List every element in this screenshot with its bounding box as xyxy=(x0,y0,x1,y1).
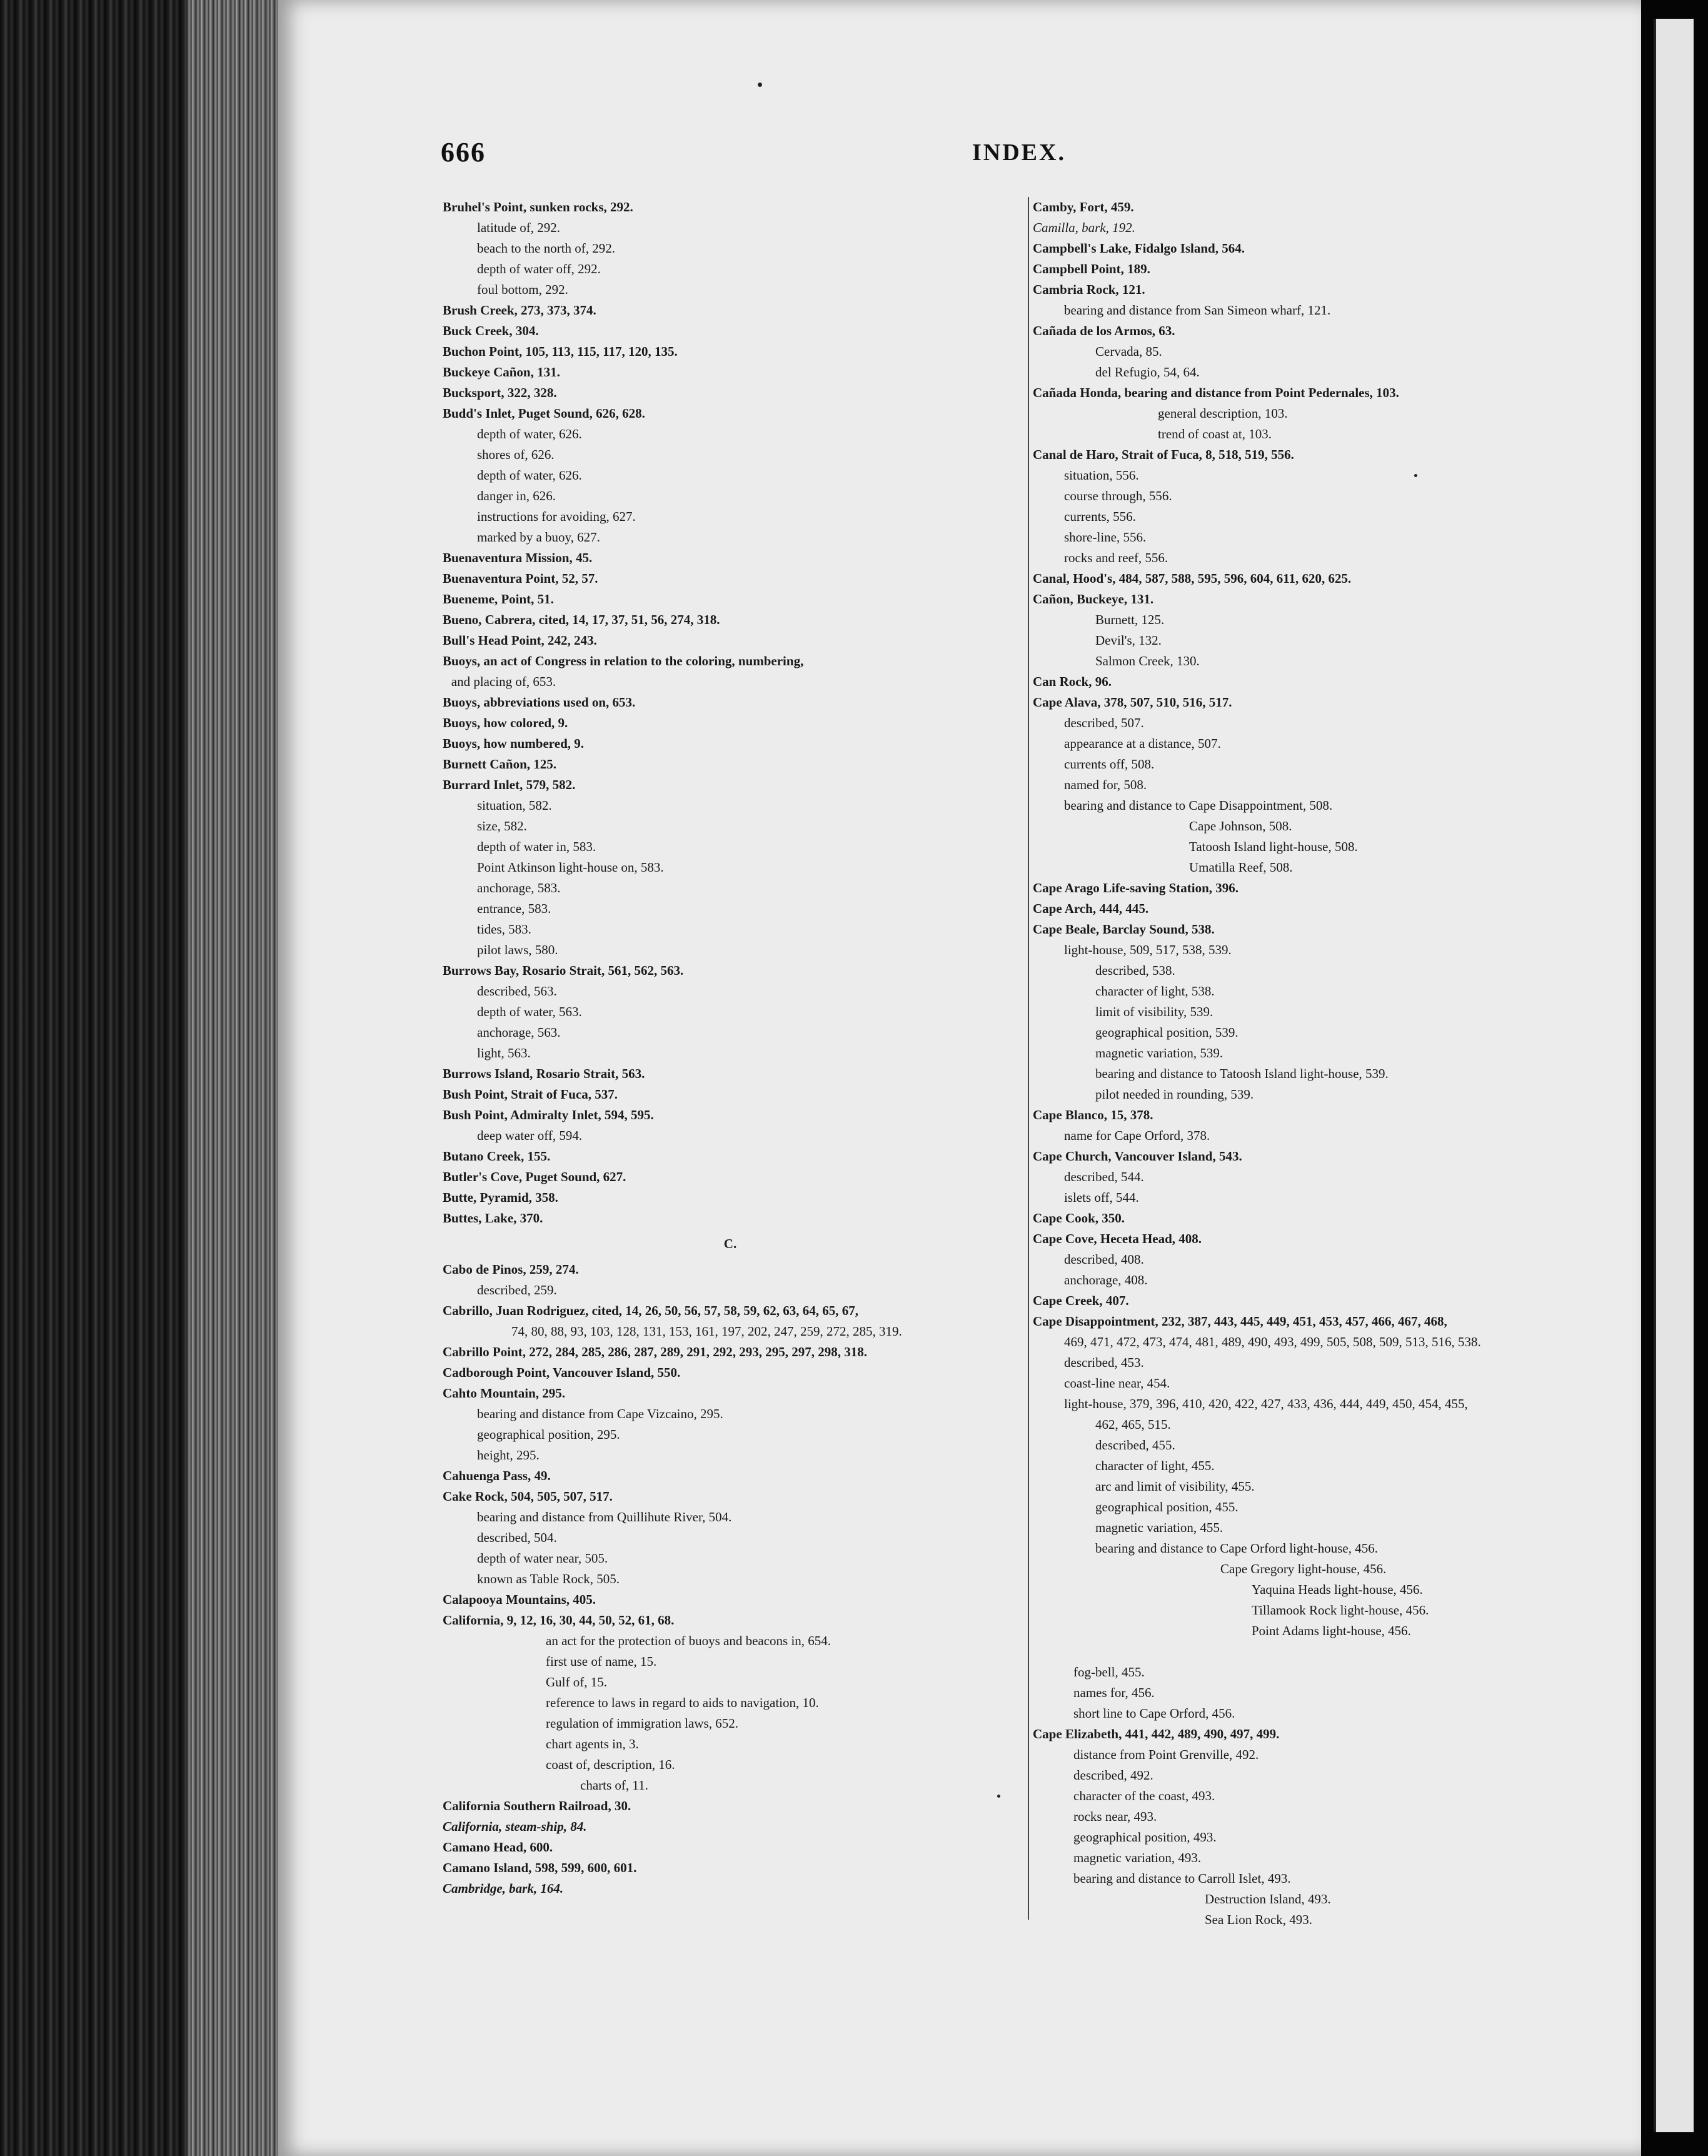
index-subentry: fog-bell, 455. xyxy=(1073,1665,1145,1680)
index-entry: Buckeye Cañon, 131. xyxy=(443,365,560,380)
index-subentry: chart agents in, 3. xyxy=(546,1736,639,1751)
index-entry: Cape Cook, 350. xyxy=(1033,1211,1125,1226)
index-subentry: Cape Johnson, 508. xyxy=(1189,819,1292,834)
index-entry: Camby, Fort, 459. xyxy=(1033,199,1134,214)
index-subentry: 469, 471, 472, 473, 474, 481, 489, 490, 493, 499, 505, 508, 509, 513, 516, 538. xyxy=(1064,1334,1481,1349)
index-subentry: bearing and distance to Tatoosh Island light-house, 539. xyxy=(1095,1066,1389,1081)
index-subentry: deep water off, 594. xyxy=(477,1128,583,1143)
index-subentry: latitude of, 292. xyxy=(477,220,560,235)
index-subentry: reference to laws in regard to aids to navigation, 10. xyxy=(546,1695,819,1710)
index-subentry: named for, 508. xyxy=(1064,777,1147,792)
index-entry: Bull's Head Point, 242, 243. xyxy=(443,633,597,648)
index-subentry: names for, 456. xyxy=(1073,1685,1155,1700)
index-subentry: danger in, 626. xyxy=(477,488,556,503)
index-entry: Bruhel's Point, sunken rocks, 292. xyxy=(443,199,633,214)
index-entry: Bueno, Cabrera, cited, 14, 17, 37, 51, 56, 274, 318. xyxy=(443,612,720,627)
index-entry: Cambria Rock, 121. xyxy=(1033,282,1145,297)
index-subentry: geographical position, 455. xyxy=(1095,1499,1238,1514)
index-subentry: pilot laws, 580. xyxy=(477,942,558,957)
index-subentry: limit of visibility, 539. xyxy=(1095,1004,1213,1019)
index-subentry: arc and limit of visibility, 455. xyxy=(1095,1479,1255,1494)
index-subentry: del Refugio, 54, 64. xyxy=(1095,365,1200,380)
index-entry: Cape Creek, 407. xyxy=(1033,1293,1129,1308)
index-subentry: entrance, 583. xyxy=(477,901,551,916)
index-entry: Cabo de Pinos, 259, 274. xyxy=(443,1262,579,1277)
index-entry: California Southern Railroad, 30. xyxy=(443,1798,631,1813)
index-subentry: Gulf of, 15. xyxy=(546,1675,607,1690)
index-entry: Butte, Pyramid, 358. xyxy=(443,1190,558,1205)
index-column-right xyxy=(1033,197,1595,1930)
index-subentry: situation, 556. xyxy=(1064,468,1139,483)
index-subentry: character of light, 455. xyxy=(1095,1458,1215,1473)
running-head: INDEX. xyxy=(972,139,1066,166)
index-entry: California, 9, 12, 16, 30, 44, 50, 52, 61, 68. xyxy=(443,1613,675,1628)
index-subentry: known as Table Rock, 505. xyxy=(477,1571,620,1586)
index-subentry: magnetic variation, 493. xyxy=(1073,1850,1202,1865)
column-divider xyxy=(1028,197,1029,1920)
index-subentry: situation, 582. xyxy=(477,798,552,813)
index-subentry: shore-line, 556. xyxy=(1064,530,1147,545)
index-subentry: Burnett, 125. xyxy=(1095,612,1165,627)
index-subentry: distance from Point Grenville, 492. xyxy=(1073,1747,1259,1762)
index-subentry: charts of, 11. xyxy=(580,1778,648,1793)
index-subentry: described, 507. xyxy=(1064,715,1144,730)
index-entry: Cape Disappointment, 232, 387, 443, 445, 449, 451, 453, 457, 466, 467, 468, xyxy=(1033,1314,1447,1329)
index-entry: Burrard Inlet, 579, 582. xyxy=(443,777,576,792)
index-subentry: Sea Lion Rock, 493. xyxy=(1205,1912,1313,1927)
index-subentry: light, 563. xyxy=(477,1045,531,1060)
index-entry: Bucksport, 322, 328. xyxy=(443,385,557,400)
index-subentry: Tatoosh Island light-house, 508. xyxy=(1189,839,1358,854)
index-subentry: depth of water in, 583. xyxy=(477,839,596,854)
index-subentry: character of light, 538. xyxy=(1095,984,1215,999)
index-entry: Burrows Bay, Rosario Strait, 561, 562, 563. xyxy=(443,963,684,978)
index-subentry: described, 453. xyxy=(1064,1355,1144,1370)
index-subentry: 462, 465, 515. xyxy=(1095,1417,1171,1432)
index-entry: Budd's Inlet, Puget Sound, 626, 628. xyxy=(443,406,645,421)
index-entry: Buchon Point, 105, 113, 115, 117, 120, 135. xyxy=(443,344,678,359)
index-entry: Burrows Island, Rosario Strait, 563. xyxy=(443,1066,645,1081)
index-entry: Canal de Haro, Strait of Fuca, 8, 518, 519, 556. xyxy=(1033,447,1294,462)
index-subentry: size, 582. xyxy=(477,819,527,834)
index-subentry: described, 408. xyxy=(1064,1252,1144,1267)
index-entry: Cadborough Point, Vancouver Island, 550. xyxy=(443,1365,681,1380)
index-subentry: Cape Gregory light-house, 456. xyxy=(1220,1561,1387,1576)
index-subentry: Yaquina Heads light-house, 456. xyxy=(1252,1582,1423,1597)
index-column-left xyxy=(443,197,1018,1899)
index-subentry: described, 259. xyxy=(477,1282,557,1297)
index-entry: Cape Arago Life-saving Station, 396. xyxy=(1033,880,1239,895)
index-subentry: foul bottom, 292. xyxy=(477,282,568,297)
index-entry: Campbell's Lake, Fidalgo Island, 564. xyxy=(1033,241,1245,256)
index-subentry: described, 563. xyxy=(477,984,557,999)
index-subentry: name for Cape Orford, 378. xyxy=(1064,1128,1210,1143)
index-entry: Burnett Cañon, 125. xyxy=(443,757,557,772)
index-entry: Cape Beale, Barclay Sound, 538. xyxy=(1033,922,1215,937)
index-subentry: coast of, description, 16. xyxy=(546,1757,675,1772)
index-entry: Cape Blanco, 15, 378. xyxy=(1033,1107,1153,1122)
index-entry: Cape Alava, 378, 507, 510, 516, 517. xyxy=(1033,695,1232,710)
index-subentry: pilot needed in rounding, 539. xyxy=(1095,1087,1254,1102)
index-subentry: Tillamook Rock light-house, 456. xyxy=(1252,1603,1429,1618)
index-subentry: described, 538. xyxy=(1095,963,1175,978)
index-subentry: described, 492. xyxy=(1073,1768,1153,1783)
index-entry: Buoys, an act of Congress in relation to the coloring, numbering, xyxy=(443,653,804,668)
index-entry: Bush Point, Strait of Fuca, 537. xyxy=(443,1087,618,1102)
index-entry: Cahto Mountain, 295. xyxy=(443,1386,566,1401)
index-subentry: currents off, 508. xyxy=(1064,757,1155,772)
index-entry: Cape Arch, 444, 445. xyxy=(1033,901,1149,916)
index-subentry: an act for the protection of buoys and beacons in, 654. xyxy=(546,1633,831,1648)
index-subentry: rocks and reef, 556. xyxy=(1064,550,1168,565)
index-entry: Cañada de los Armos, 63. xyxy=(1033,323,1175,338)
index-subentry: geographical position, 493. xyxy=(1073,1830,1217,1845)
index-subentry: trend of coast at, 103. xyxy=(1158,426,1272,441)
index-subentry: bearing and distance from Cape Vizcaino, 295. xyxy=(477,1406,723,1421)
index-subentry: short line to Cape Orford, 456. xyxy=(1073,1706,1235,1721)
index-entry: Butler's Cove, Puget Sound, 627. xyxy=(443,1169,626,1184)
index-subentry: anchorage, 583. xyxy=(477,880,561,895)
index-entry: Cabrillo Point, 272, 284, 285, 286, 287, 289, 291, 292, 293, 295, 297, 298, 318. xyxy=(443,1344,868,1359)
index-subentry: and placing of, 653. xyxy=(451,674,556,689)
index-entry: Buoys, how numbered, 9. xyxy=(443,736,584,751)
section-letter: C. xyxy=(723,1236,737,1251)
index-subentry: light-house, 509, 517, 538, 539. xyxy=(1064,942,1232,957)
index-subentry: shores of, 626. xyxy=(477,447,555,462)
index-subentry: regulation of immigration laws, 652. xyxy=(546,1716,738,1731)
index-subentry: Point Atkinson light-house on, 583. xyxy=(477,860,664,875)
index-subentry: bearing and distance from San Simeon wharf, 121. xyxy=(1064,303,1331,318)
facing-page-edge xyxy=(1654,19,1694,2132)
index-subentry: instructions for avoiding, 627. xyxy=(477,509,636,524)
index-entry: Canal, Hood's, 484, 587, 588, 595, 596, 604, 611, 620, 625. xyxy=(1033,571,1352,586)
index-subentry: depth of water, 563. xyxy=(477,1004,582,1019)
index-subentry: described, 544. xyxy=(1064,1169,1144,1184)
index-subentry: 74, 80, 88, 93, 103, 128, 131, 153, 161, 197, 202, 247, 259, 272, 285, 319. xyxy=(511,1324,902,1339)
index-entry: Buoys, how colored, 9. xyxy=(443,715,568,730)
index-entry: Cape Elizabeth, 441, 442, 489, 490, 497, 499. xyxy=(1033,1726,1280,1741)
index-subentry: bearing and distance from Quillihute River, 504. xyxy=(477,1509,732,1524)
page-number: 666 xyxy=(441,137,486,168)
index-entry: Cake Rock, 504, 505, 507, 517. xyxy=(443,1489,613,1504)
print-speck xyxy=(758,83,762,87)
index-subentry: course through, 556. xyxy=(1064,488,1172,503)
index-subentry: general description, 103. xyxy=(1158,406,1288,421)
index-entry: Calapooya Mountains, 405. xyxy=(443,1592,596,1607)
index-subentry: light-house, 379, 396, 410, 420, 422, 427, 433, 436, 444, 449, 450, 454, 455, xyxy=(1064,1396,1468,1411)
index-subentry: Point Adams light-house, 456. xyxy=(1252,1623,1411,1638)
index-subentry: currents, 556. xyxy=(1064,509,1136,524)
index-entry: Campbell Point, 189. xyxy=(1033,261,1150,276)
index-subentry: depth of water, 626. xyxy=(477,468,582,483)
index-entry: Camilla, bark, 192. xyxy=(1033,220,1135,235)
index-subentry: magnetic variation, 455. xyxy=(1095,1520,1223,1535)
index-entry: Cahuenga Pass, 49. xyxy=(443,1468,551,1483)
index-subentry: bearing and distance to Carroll Islet, 493. xyxy=(1073,1871,1291,1886)
index-entry: Brush Creek, 273, 373, 374. xyxy=(443,303,596,318)
index-subentry: described, 455. xyxy=(1095,1438,1175,1453)
index-entry: Cabrillo, Juan Rodriguez, cited, 14, 26, 50, 56, 57, 58, 59, 62, 63, 64, 65, 67, xyxy=(443,1303,858,1318)
index-entry: Buenaventura Mission, 45. xyxy=(443,550,593,565)
index-subentry: tides, 583. xyxy=(477,922,531,937)
index-entry: Buoys, abbreviations used on, 653. xyxy=(443,695,636,710)
index-subentry: islets off, 544. xyxy=(1064,1190,1139,1205)
index-subentry: first use of name, 15. xyxy=(546,1654,657,1669)
index-subentry: Destruction Island, 493. xyxy=(1205,1892,1331,1907)
index-subentry: Salmon Creek, 130. xyxy=(1095,653,1200,668)
index-entry: Cape Cove, Heceta Head, 408. xyxy=(1033,1231,1202,1246)
index-entry: California, steam-ship, 84. xyxy=(443,1819,587,1834)
index-entry: Cambridge, bark, 164. xyxy=(443,1881,564,1896)
index-subentry: beach to the north of, 292. xyxy=(477,241,616,256)
index-subentry: depth of water near, 505. xyxy=(477,1551,608,1566)
spacer xyxy=(1033,1641,1595,1662)
index-entry: Bush Point, Admiralty Inlet, 594, 595. xyxy=(443,1107,654,1122)
index-entry: Cape Church, Vancouver Island, 543. xyxy=(1033,1149,1242,1164)
index-subentry: Devil's, 132. xyxy=(1095,633,1162,648)
index-entry: Butano Creek, 155. xyxy=(443,1149,551,1164)
index-subentry: magnetic variation, 539. xyxy=(1095,1045,1223,1060)
index-subentry: depth of water off, 292. xyxy=(477,261,601,276)
index-subentry: character of the coast, 493. xyxy=(1073,1788,1215,1803)
index-entry: Buck Creek, 304. xyxy=(443,323,539,338)
index-entry: Cañon, Buckeye, 131. xyxy=(1033,592,1154,607)
index-entry: Buenaventura Point, 52, 57. xyxy=(443,571,598,586)
index-subentry: rocks near, 493. xyxy=(1073,1809,1157,1824)
index-subentry: geographical position, 539. xyxy=(1095,1025,1238,1040)
index-subentry: bearing and distance to Cape Orford light-house, 456. xyxy=(1095,1541,1378,1556)
index-subentry: appearance at a distance, 507. xyxy=(1064,736,1221,751)
index-entry: Camano Head, 600. xyxy=(443,1840,553,1855)
index-subentry: anchorage, 408. xyxy=(1064,1272,1148,1287)
index-subentry: bearing and distance to Cape Disappointment, 508. xyxy=(1064,798,1333,813)
index-entry: Can Rock, 96. xyxy=(1033,674,1112,689)
index-entry: Bueneme, Point, 51. xyxy=(443,592,554,607)
index-subentry: Umatilla Reef, 508. xyxy=(1189,860,1293,875)
index-subentry: anchorage, 563. xyxy=(477,1025,561,1040)
index-subentry: described, 504. xyxy=(477,1530,557,1545)
index-subentry: coast-line near, 454. xyxy=(1064,1376,1170,1391)
index-subentry: geographical position, 295. xyxy=(477,1427,620,1442)
index-entry: Camano Island, 598, 599, 600, 601. xyxy=(443,1860,637,1875)
index-entry: Buttes, Lake, 370. xyxy=(443,1211,543,1226)
index-subentry: marked by a buoy, 627. xyxy=(477,530,600,545)
index-subentry: Cervada, 85. xyxy=(1095,344,1162,359)
index-subentry: height, 295. xyxy=(477,1448,540,1463)
index-entry: Cañada Honda, bearing and distance from Point Pedernales, 103. xyxy=(1033,385,1399,400)
index-subentry: depth of water, 626. xyxy=(477,426,582,441)
